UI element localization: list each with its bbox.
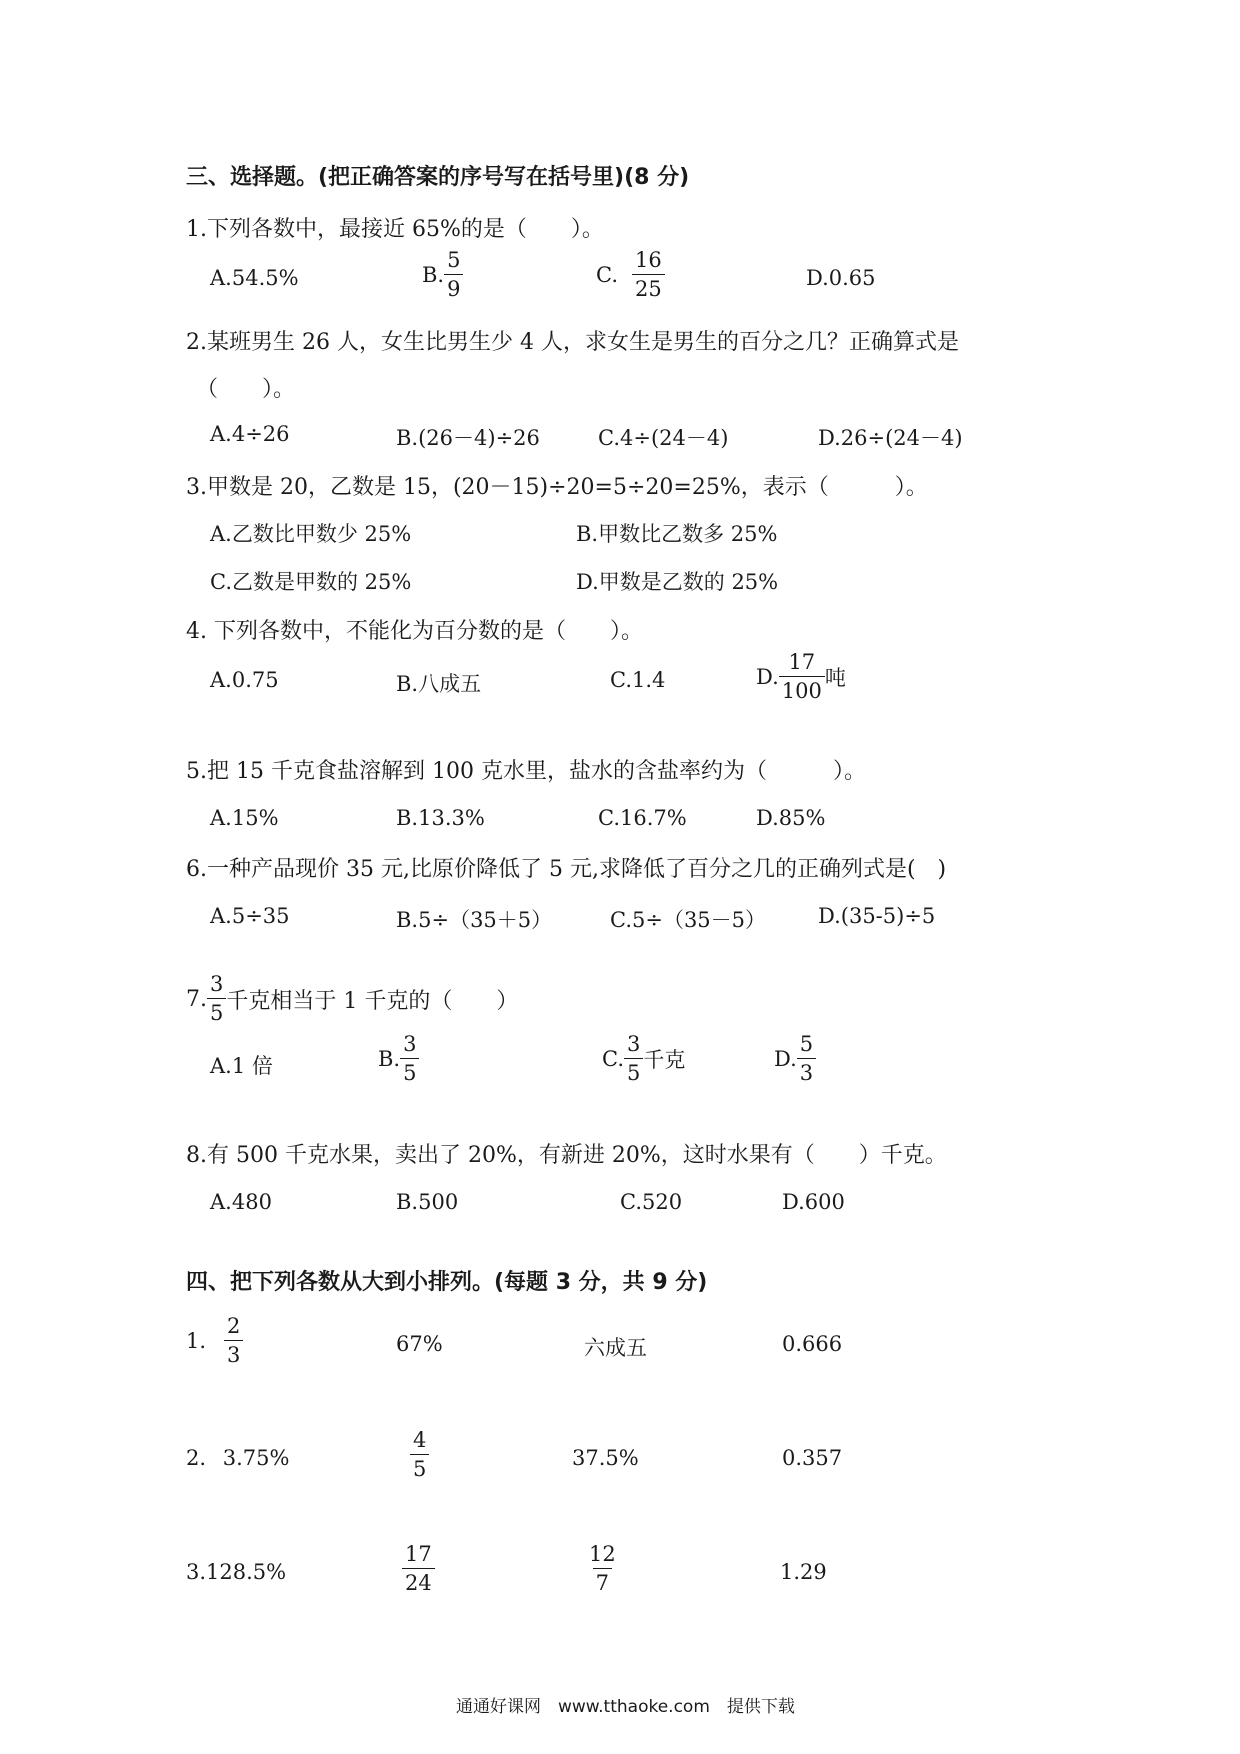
q1-option-b-label: B. [422,263,445,287]
footer-text: 通通好课网 www.tthaoke.com 提供下载 [456,1697,795,1717]
q7-option-a: A.1 倍 [210,1054,273,1078]
order-row-1-item-4: 0.666 [782,1332,843,1356]
q2-option-c: C.4÷(24－4) [598,426,729,450]
order-row-2-item-4: 0.357 [782,1446,843,1470]
q4-option-d-fraction [779,652,825,702]
order-row-3-item-3 [586,1544,619,1594]
question-5-text: 5.把 15 千克食盐溶解到 100 克水里，盐水的含盐率约为（ ）。 [186,759,866,784]
question-6-text: 6.一种产品现价 35 元,比原价降低了 5 元,求降低了百分之几的正确列式是( ) [186,857,947,882]
q7-option-d-label: D. [774,1047,797,1071]
q4-option-d [756,652,846,702]
q7-option-d [774,1034,816,1084]
order-row-2-value-1: 3.75% [222,1446,290,1470]
order-row-3-label: 3. [186,1560,207,1584]
order-row-1-item-1 [186,1316,243,1366]
question-7-number: 7. [186,986,207,1012]
order-row-2-fraction [410,1430,429,1480]
question-1-text: 1.下列各数中，最接近 65%的是（ ）。 [186,217,604,242]
order-row-3-fraction-b [586,1544,619,1594]
q7-option-b-fraction [400,1034,419,1084]
question-7-body: 千克相当于 1 千克的（ ） [226,988,519,1014]
order-row-3-item-2 [402,1544,435,1594]
q6-option-a: A.5÷35 [210,904,290,928]
q8-option-b: B.500 [396,1190,459,1214]
fraction-denominator: 9 [444,274,463,300]
fraction-denominator: 5 [410,1454,429,1480]
q1-option-b [422,250,463,300]
fraction-numerator: 16 [635,248,662,272]
q7-option-d-fraction [797,1034,816,1084]
fraction-numerator: 3 [210,972,224,996]
section-3-title: 三、选择题。(把正确答案的序号写在括号里)(8 分) [186,165,690,190]
fraction-numerator: 3 [403,1032,417,1056]
fraction-numerator: 17 [788,650,816,674]
q8-option-d: D.600 [782,1190,845,1214]
fraction-numerator: 5 [447,248,461,272]
fraction-denominator: 100 [779,676,825,702]
q1-option-c-fraction [632,250,665,300]
section-4-title: 四、把下列各数从大到小排列。(每题 3 分，共 9 分) [186,1270,708,1295]
fraction-denominator: 25 [632,274,665,300]
order-row-2-item-3: 37.5% [572,1446,639,1470]
q3-option-c: C.乙数是甲数的 25% [210,570,412,594]
q7-option-c-unit: 千克 [643,1048,686,1072]
order-row-3-item-4: 1.29 [780,1560,827,1584]
q8-option-a: A.480 [210,1190,272,1214]
question-2-text: 2.某班男生 26 人，女生比男生少 4 人，求女生是男生的百分之几？正确算式是 [186,330,959,355]
question-8-text: 8.有 500 千克水果，卖出了 20%，有新进 20%，这时水果有（ ）千克。 [186,1143,947,1168]
q8-option-c: C.520 [620,1190,683,1214]
order-row-2-label: 2. [186,1446,207,1470]
fraction-numerator: 3 [627,1032,641,1056]
fraction-denominator: 5 [624,1058,643,1084]
q6-option-c: C.5÷（35－5） [610,908,767,932]
q3-option-a: A.乙数比甲数少 25% [210,522,412,546]
fraction-numerator: 2 [227,1314,241,1338]
q1-option-d: D.0.65 [806,266,876,290]
q4-option-b: B.八成五 [396,672,482,696]
q5-option-d: D.85% [756,806,826,830]
q7-option-c-fraction [624,1034,643,1084]
fraction-numerator: 4 [413,1428,427,1452]
order-row-1-item-2: 67% [396,1332,443,1356]
q1-option-a: A.54.5% [210,266,299,290]
question-2-text-line2: （ ）。 [196,377,296,402]
fraction-denominator: 3 [224,1340,243,1366]
order-row-1-fraction [224,1316,243,1366]
q4-option-c: C.1.4 [610,668,666,692]
q2-option-d: D.26÷(24－4) [818,426,963,450]
order-row-1-item-3: 六成五 [584,1336,647,1360]
q7-option-c [602,1034,685,1084]
q4-option-d-label: D. [756,665,779,689]
q2-option-a: A.4÷26 [210,422,290,446]
fraction-numerator: 5 [799,1032,814,1056]
order-row-2-item-2 [410,1430,429,1480]
fraction-denominator: 5 [400,1058,419,1084]
q1-option-b-fraction [444,250,463,300]
fraction-numerator: 17 [405,1542,432,1566]
q2-option-b: B.(26－4)÷26 [396,426,540,450]
question-3-text: 3.甲数是 20，乙数是 15，(20－15)÷20=5÷20=25%，表示（ ）。 [186,475,928,500]
order-row-2-item-1 [186,1446,289,1470]
fraction-denominator: 24 [402,1568,435,1594]
fraction-denominator: 5 [207,998,226,1024]
q1-option-c [596,250,665,300]
q3-option-d: D.甲数是乙数的 25% [576,570,779,594]
q7-option-b [378,1034,419,1084]
q3-option-b: B.甲数比乙数多 25% [576,522,778,546]
q5-option-a: A.15% [210,806,279,830]
fraction-denominator: 3 [797,1058,816,1084]
q4-option-a: A.0.75 [210,668,279,692]
q7-option-c-label: C. [602,1047,624,1071]
order-row-3-fraction-a [402,1544,435,1594]
q5-option-b: B.13.3% [396,806,485,830]
fraction-denominator: 7 [593,1568,612,1594]
question-7-fraction [207,974,226,1024]
q5-option-c: C.16.7% [598,806,687,830]
q6-option-b: B.5÷（35＋5） [396,908,553,932]
q7-option-b-label: B. [378,1047,401,1071]
order-row-3-item-1 [186,1560,286,1584]
q6-option-d: D.(35-5)÷5 [818,904,936,928]
order-row-3-value-1: 128.5% [206,1560,287,1584]
fraction-numerator: 12 [589,1542,616,1566]
q1-option-c-label: C. [596,263,618,287]
question-4-text: 4. 下列各数中，不能化为百分数的是（ ）。 [186,619,643,644]
order-row-1-label: 1. [186,1329,207,1353]
q4-option-d-unit: 吨 [824,666,846,690]
question-7-text [186,974,518,1024]
